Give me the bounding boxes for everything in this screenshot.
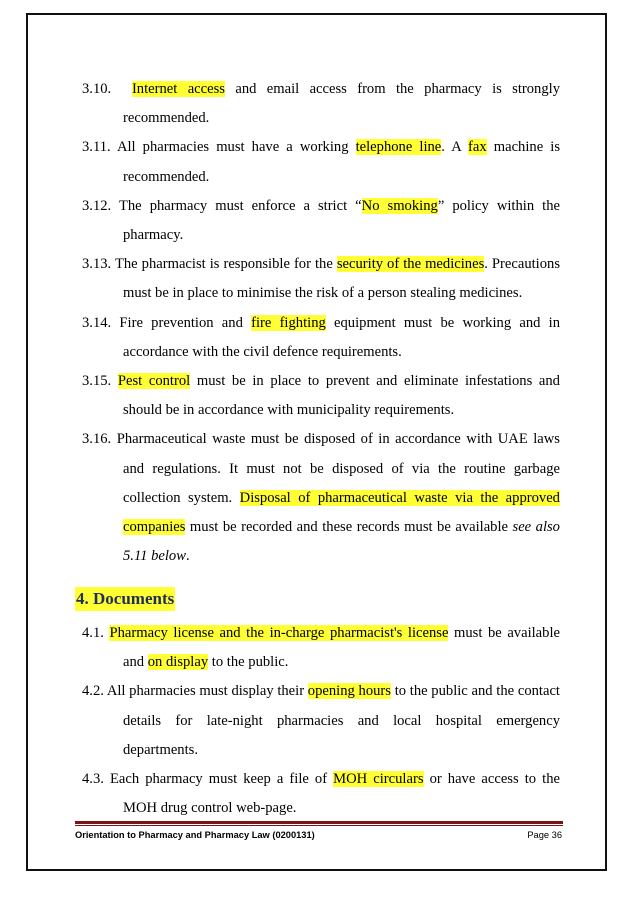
highlight: fire fighting bbox=[251, 314, 326, 331]
highlight: MOH circulars bbox=[333, 771, 424, 788]
footer-rule bbox=[75, 821, 563, 824]
list-item-4-2: 4.2. All pharmacies must display their opening hours to the public and the contact details for late-night pharmacies and local hospital emergency departments. bbox=[82, 683, 560, 758]
list-item-3-10: 3.10. Internet access and email access from the pharmacy is strongly recommended. bbox=[82, 81, 561, 127]
list-item-3-14: 3.14. Fire prevention and fire fighting equipment must be working and in accordance with the civil defence requirements. bbox=[82, 314, 560, 360]
section-4-heading: 4. Documents bbox=[75, 587, 175, 611]
highlight: Internet access bbox=[131, 81, 225, 97]
highlight: security of the medicines bbox=[336, 256, 485, 273]
footer-rule-thin bbox=[75, 825, 563, 826]
list-item-4-1: 4.1. Pharmacy license and the in-charge pharmacist's license must be available and on display to the public. bbox=[82, 625, 560, 671]
highlight: telephone line bbox=[355, 139, 442, 156]
list-item-4-3: 4.3. Each pharmacy must keep a file of MOH circulars or have access to the MOH drug control web-page. bbox=[82, 771, 560, 817]
list-item-3-11: 3.11. All pharmacies must have a working telephone line. A fax machine is recommended. bbox=[82, 139, 561, 185]
footer-page-number: Page 36 bbox=[527, 830, 562, 840]
section-4-list bbox=[82, 619, 560, 823]
list-item-3-15: 3.15. Pest control must be in place to prevent and eliminate infestations and should be in accordance with municipality requirements. bbox=[82, 373, 560, 419]
list-item-3-12: 3.12. The pharmacy must enforce a strict “No smoking” policy within the pharmacy. bbox=[82, 197, 560, 244]
highlight: Disposal of pharmaceutical waste via the approved companies bbox=[123, 489, 560, 536]
highlight: fax bbox=[468, 139, 487, 156]
highlight: on display bbox=[147, 654, 209, 671]
highlight: Pharmacy license and the in-charge pharmacist's license bbox=[109, 625, 449, 641]
footer-course-title: Orientation to Pharmacy and Pharmacy Law (0200131) bbox=[75, 830, 315, 840]
list-item-3-16: 3.16. Pharmaceutical waste must be disposed of in accordance with UAE laws and regulations. It must not be disposed of via the routine garbage collection system. Disposal of pharmaceutical waste via the approved companies must be recorded and these records must be available see also 5.11 below. bbox=[82, 431, 560, 565]
highlight: opening hours bbox=[307, 683, 391, 700]
highlight: Pest control bbox=[117, 373, 191, 390]
list-item-3-13: 3.13. The pharmacist is responsible for the security of the medicines. Precautions must be in place to minimise the risk of a person stealing medicines. bbox=[82, 256, 561, 302]
highlight: No smoking bbox=[361, 197, 438, 214]
section-3-list bbox=[82, 75, 560, 571]
